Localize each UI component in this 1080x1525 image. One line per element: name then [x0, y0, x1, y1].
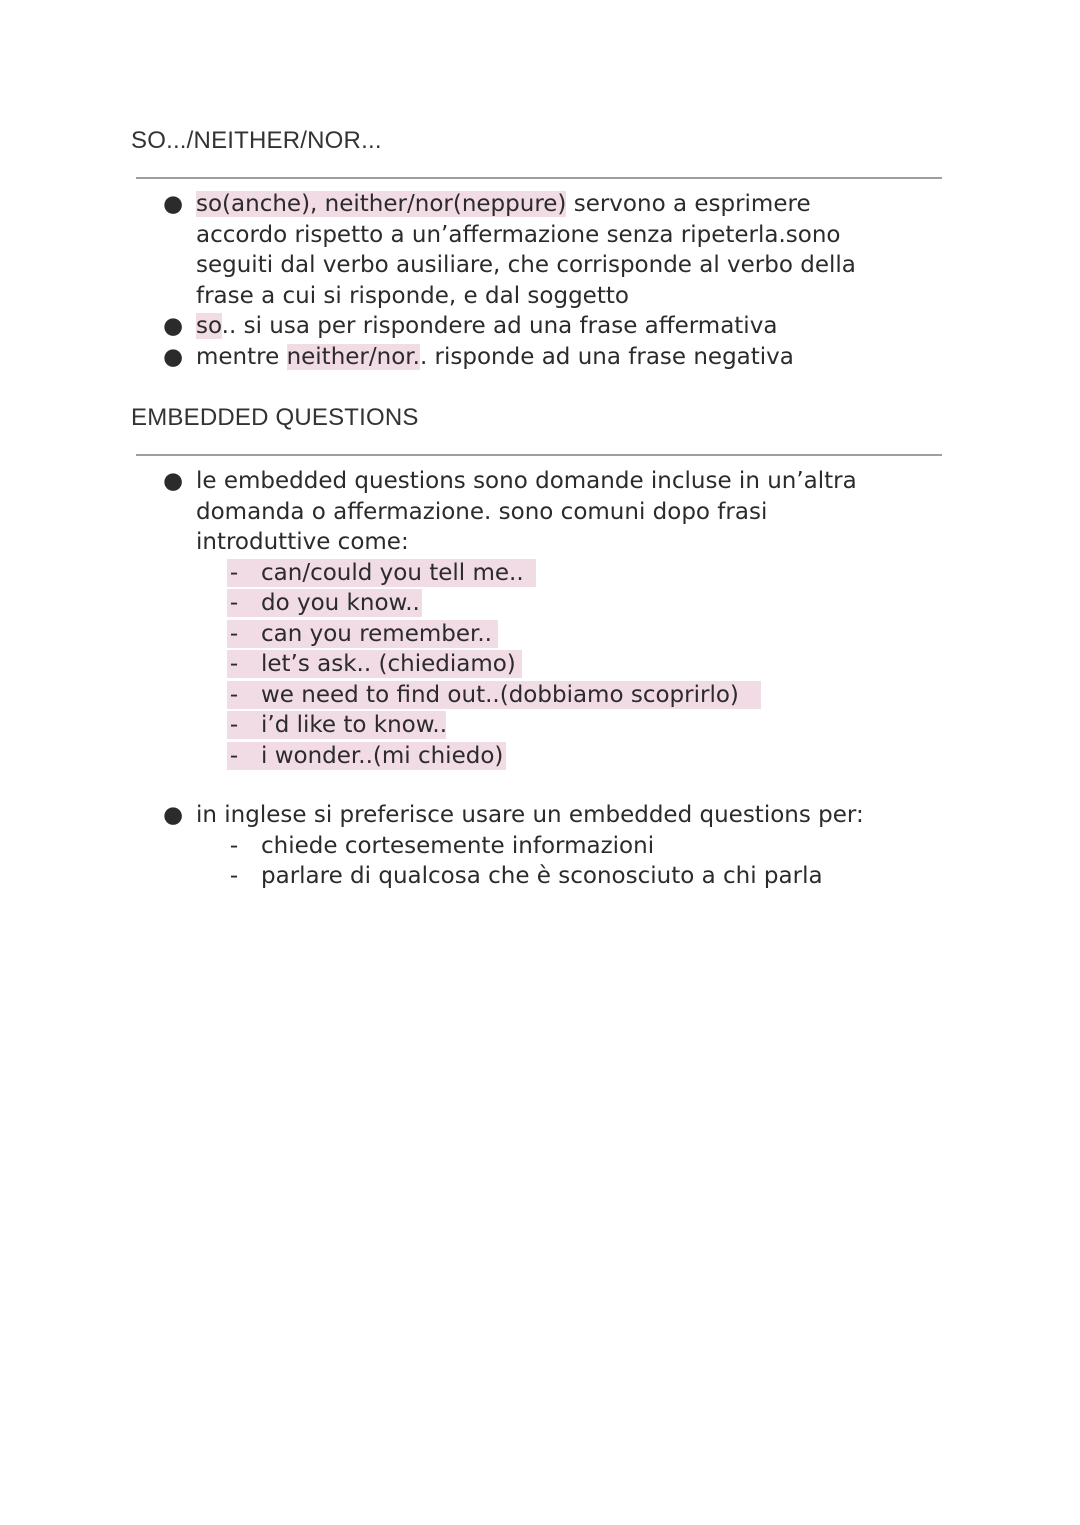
sub-item-text: i wonder..(mi chiedo)	[261, 742, 504, 769]
heading-divider	[136, 177, 942, 179]
item-text: frase a cui si risponde, e dal soggetto	[196, 282, 629, 309]
list-item	[0, 311, 1080, 342]
sub-item-text: we need to find out..(dobbiamo scoprirlo)	[261, 681, 739, 708]
sub-item-text: parlare di qualcosa che è sconosciuto a chi parla	[261, 863, 823, 889]
item-text: le embedded questions sono domande incluse in un’altra	[196, 468, 857, 494]
list-item-continuation	[0, 497, 1080, 528]
sub-item-text: let’s ask.. (chiediamo)	[261, 651, 516, 677]
bullet-icon: ●	[163, 313, 184, 339]
sub-item-text: do you know..	[261, 590, 420, 616]
list-item	[0, 800, 1080, 831]
dash-marker: -	[229, 559, 239, 586]
list-item-text	[196, 189, 811, 220]
item-text: domanda o affermazione. sono comuni dopo frasi	[196, 498, 768, 525]
dash-marker: -	[229, 620, 239, 647]
sub-list-item	[0, 741, 1080, 772]
sub-list-item	[0, 619, 1080, 650]
dash-marker: -	[229, 590, 239, 616]
item-text: accordo rispetto a un’affermazione senza ripeterla.sono	[196, 221, 841, 248]
dash-marker: -	[229, 651, 239, 677]
item-text: . risponde ad una frase negativa	[419, 343, 794, 370]
list-item-continuation	[0, 250, 1080, 281]
list-item	[0, 189, 1080, 220]
bullet-icon: ●	[163, 191, 184, 217]
sub-list-item	[0, 588, 1080, 619]
item-text: .. si usa per rispondere ad una frase affermativa	[221, 313, 778, 339]
list-item	[0, 342, 1080, 373]
item-text: seguiti dal verbo ausiliare, che corrisponde al verbo della	[196, 252, 856, 278]
dash-marker: -	[229, 863, 239, 889]
dash-marker: -	[229, 832, 239, 859]
bullet-icon: ●	[163, 343, 184, 370]
list-item-continuation	[0, 220, 1080, 251]
sub-list-item	[0, 680, 1080, 711]
dash-marker: -	[229, 681, 239, 708]
highlighted-text: so(anche), neither/nor(neppure)	[196, 191, 567, 217]
dash-marker: -	[229, 712, 239, 738]
sub-list-item	[0, 558, 1080, 589]
bullet-icon: ●	[163, 468, 184, 494]
list-item-continuation	[0, 527, 1080, 558]
sub-list-item	[0, 710, 1080, 741]
list-item-text	[196, 342, 794, 373]
sub-item-text: i’d like to know..	[261, 712, 448, 738]
sub-list-item	[0, 831, 1080, 862]
item-text: in inglese si preferisce usare un embedded questions per:	[196, 802, 864, 828]
item-text: servono a esprimere	[566, 191, 811, 217]
section-heading-so-neither-nor: SO.../NEITHER/NOR...	[131, 127, 382, 154]
dash-marker: -	[229, 742, 239, 769]
section-heading-embedded-questions: EMBEDDED QUESTIONS	[131, 404, 419, 431]
item-text: introduttive come:	[196, 529, 409, 555]
heading-divider	[136, 454, 942, 456]
section-1-list	[0, 189, 1080, 372]
section-2-list-continued	[0, 800, 1080, 892]
item-text: mentre	[196, 343, 287, 370]
section-2-list	[0, 466, 1080, 771]
list-item	[0, 466, 1080, 497]
sub-item-text: can/could you tell me..	[261, 559, 524, 586]
highlighted-text: neither/nor.	[286, 343, 420, 370]
sub-item-text: can you remember..	[261, 620, 492, 647]
bullet-icon: ●	[163, 802, 184, 828]
list-item-text	[196, 311, 777, 342]
sub-item-text: chiede cortesemente informazioni	[261, 832, 655, 859]
sub-list-item	[0, 649, 1080, 680]
sub-list-item	[0, 861, 1080, 892]
list-item-continuation	[0, 281, 1080, 312]
highlighted-text: so	[196, 313, 222, 339]
